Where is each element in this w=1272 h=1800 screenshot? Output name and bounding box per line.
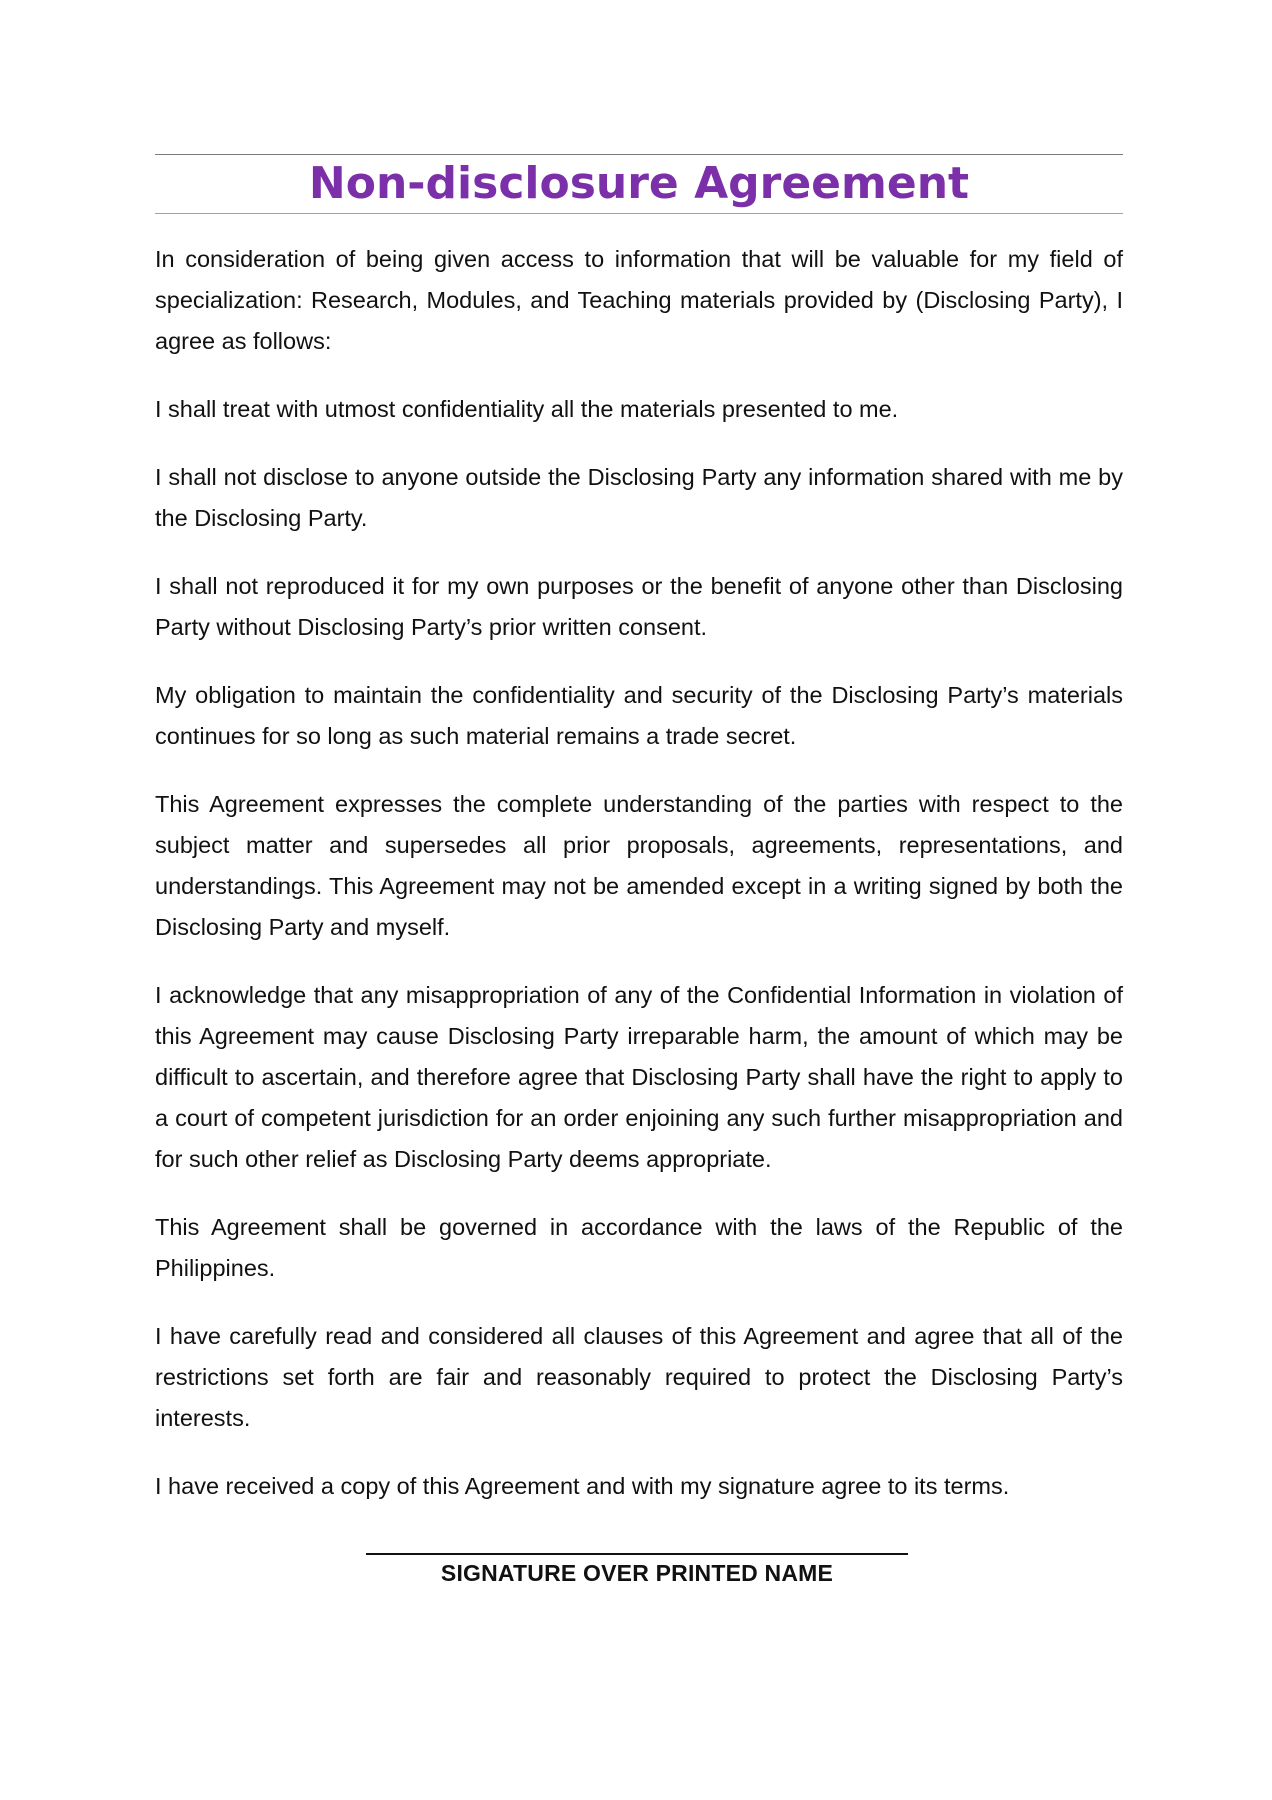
signature-label: SIGNATURE OVER PRINTED NAME — [440, 1560, 834, 1586]
paragraph-obligation-duration: My obligation to maintain the confidentiality and security of the Disclosing Party’s materials continues for so long as such material remains a trade secret. — [155, 682, 1123, 749]
paragraph-governing-law: This Agreement shall be governed in accordance with the laws of the Republic of the Philippines. — [155, 1214, 1123, 1281]
paragraph-non-disclosure: I shall not disclose to anyone outside the Disclosing Party any information shared with me by the Disclosing Party. — [155, 464, 1123, 531]
paragraph-confidentiality: I shall treat with utmost confidentiality all the materials presented to me. — [155, 396, 899, 422]
signature-line[interactable] — [366, 1553, 908, 1555]
document-page — [155, 154, 1123, 1534]
agreement-body — [155, 239, 1123, 1507]
paragraph-intro: In consideration of being given access to information that will be valuable for my field of specialization: Research, Modules, and Teaching materials provided by (Disclosing Party), I agree as follows: — [155, 246, 1123, 354]
title-bottom-rule — [155, 213, 1123, 214]
paragraph-entire-agreement: This Agreement expresses the complete understanding of the parties with respect to the subject matter and supersedes all prior proposals, agreements, representations, and understandings. This Agreement may not be amended except in a writing signed by both the Disclosing Party and myself. — [155, 791, 1123, 940]
paragraph-acknowledgement: I have carefully read and considered all clauses of this Agreement and agree that all of the restrictions set forth are fair and reasonably required to protect the Disclosing Party’s interests. — [155, 1323, 1123, 1431]
paragraph-no-reproduction: I shall not reproduced it for my own purposes or the benefit of anyone other than Disclosing Party without Disclosing Party’s prior written consent. — [155, 573, 1123, 640]
document-title: Non-disclosure Agreement — [308, 158, 970, 209]
paragraph-receipt: I have received a copy of this Agreement and with my signature agree to its terms. — [155, 1473, 1010, 1499]
paragraph-remedies: I acknowledge that any misappropriation of any of the Confidential Information in violation of this Agreement may cause Disclosing Party irreparable harm, the amount of which may be difficult to ascertain, and therefore agree that Disclosing Party shall have the right to apply to a court of competent jurisdiction for an order enjoining any such further misappropriation and for such other relief as Disclosing Party deems appropriate. — [155, 982, 1123, 1172]
signature-block — [366, 1553, 908, 1587]
